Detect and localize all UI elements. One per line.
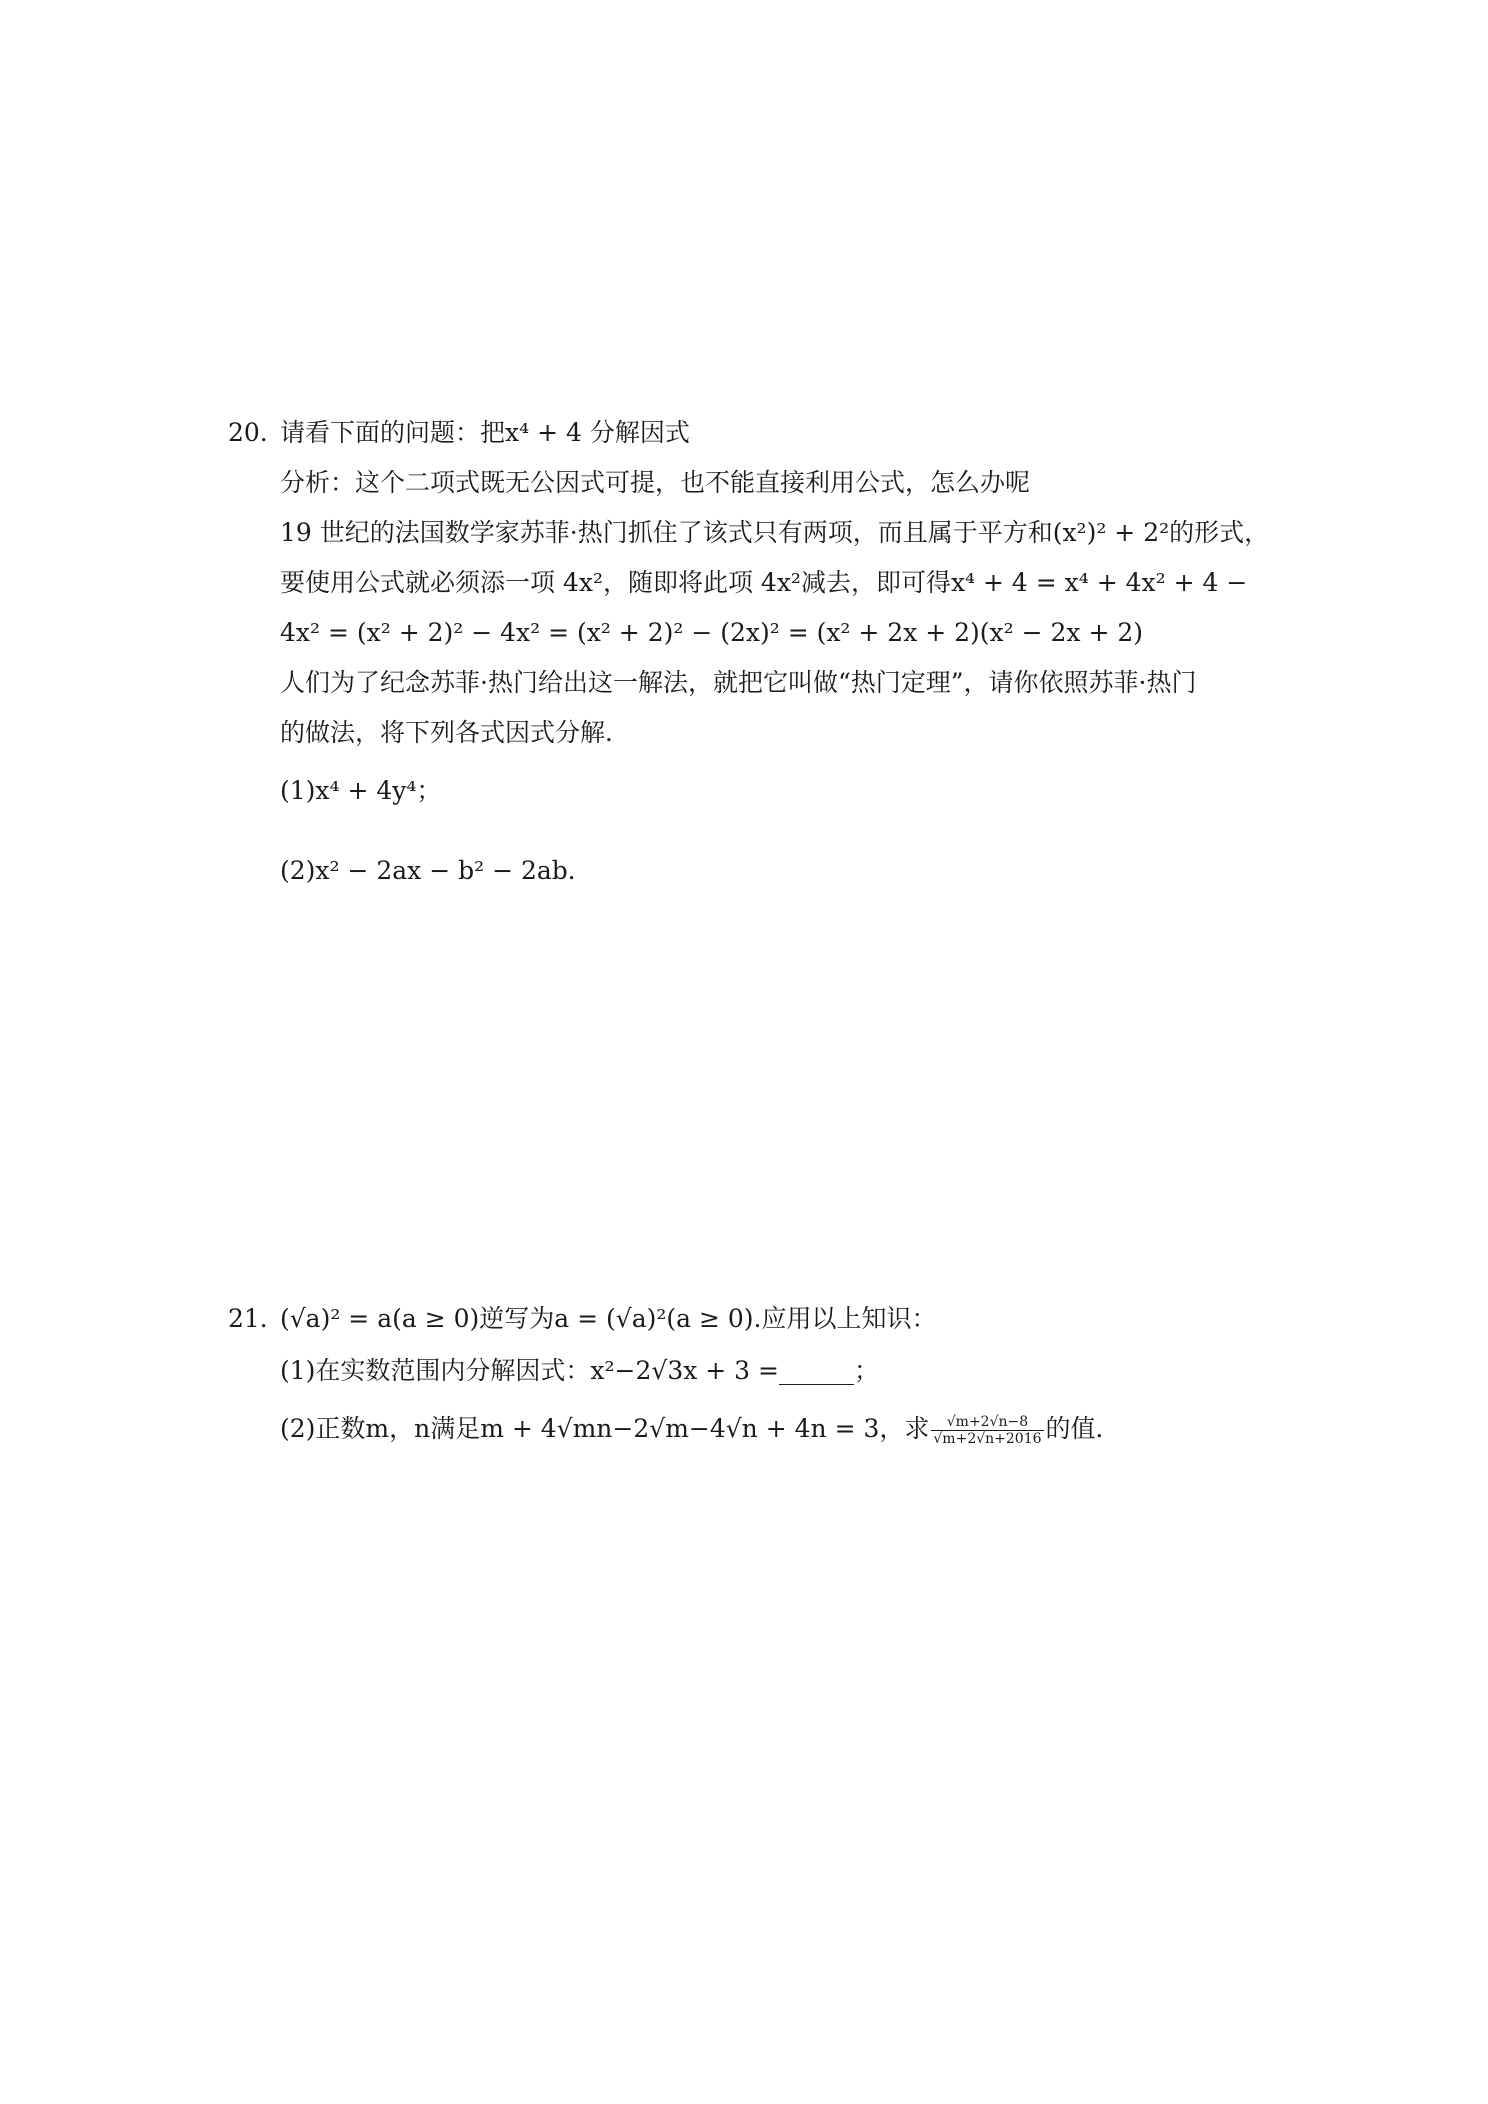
problem-21-fraction	[931, 1414, 1043, 1447]
problem-21-part-2-tail: 的值．	[1045, 1414, 1121, 1443]
problem-20-line-2: 分析：这个二项式既无公因式可提，也不能直接利用公式，怎么办呢	[280, 468, 1031, 497]
problem-21-line-1: (√a)² = a(a ≥ 0)逆写为a = (√a)²(a ≥ 0).应用以上知识：	[280, 1304, 937, 1333]
problem-20-line-4: 要使用公式就必须添一项 4x²，随即将此项 4x²减去，即可得x⁴ + 4 = x⁴ + 4x² + 4 −	[280, 568, 1248, 597]
problem-21-part-1: (1)在实数范围内分解因式：x²−2√3x + 3 =______；	[280, 1356, 879, 1385]
problem-21-part-2-text: (2)正数m，n满足m + 4√mn−2√m−4√n + 4n = 3，求	[280, 1414, 930, 1443]
problem-20-line-5: 4x² = (x² + 2)² − 4x² = (x² + 2)² − (2x)² = (x² + 2x + 2)(x² − 2x + 2)	[280, 618, 1144, 647]
problem-20-number: 20.	[228, 418, 268, 447]
problem-20-line-7: 的做法，将下列各式因式分解．	[280, 718, 631, 747]
problem-20-line-6: 人们为了纪念苏菲·热门给出这一解法，就把它叫做“热门定理”，请你依照苏菲·热门	[280, 668, 1197, 697]
problem-20-line-1: 请看下面的问题：把x⁴ + 4 分解因式	[280, 418, 690, 447]
problem-20-part-1: (1)x⁴ + 4y⁴；	[280, 776, 442, 805]
problem-21-number: 21．	[228, 1304, 285, 1333]
problem-20-line-3: 19 世纪的法国数学家苏菲·热门抓住了该式只有两项，而且属于平方和(x²)² + 2²的形式，	[280, 518, 1270, 547]
problem-21-part-2	[280, 1412, 1121, 1447]
fraction-denominator: √m+2√n+2016	[933, 1431, 1042, 1447]
problem-20-part-2: (2)x² − 2ax − b² − 2ab．	[280, 856, 593, 885]
fraction-numerator: √m+2√n−8	[931, 1414, 1043, 1431]
